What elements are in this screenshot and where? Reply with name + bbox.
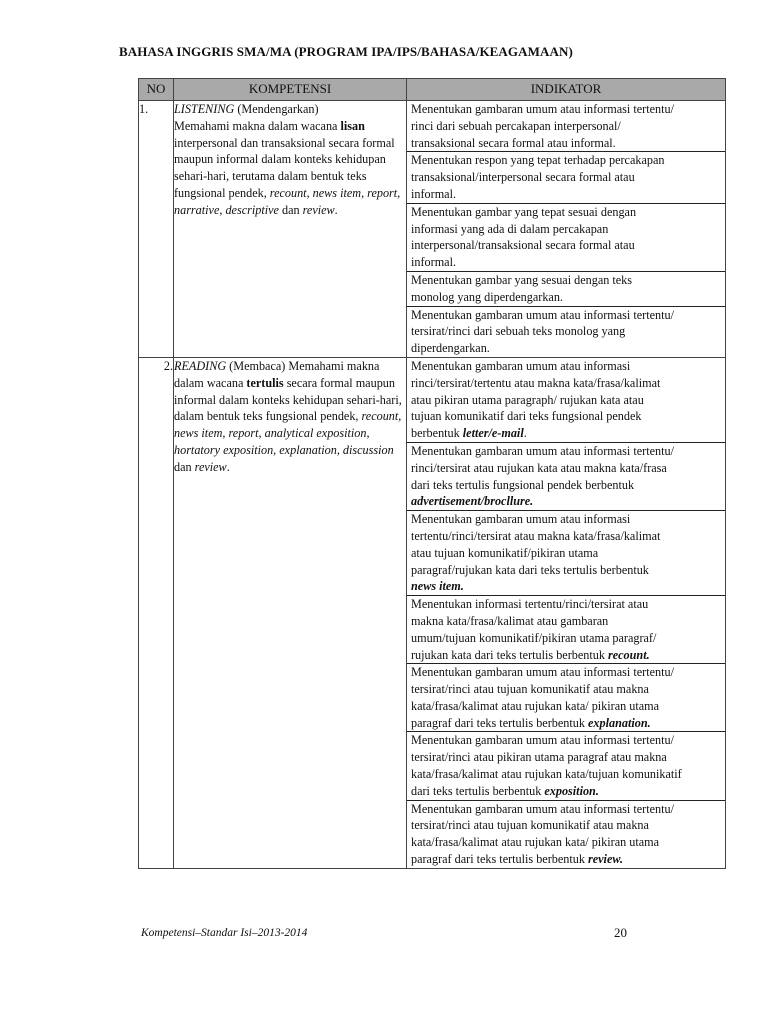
header-no: NO — [139, 79, 174, 101]
text-genre: review — [302, 202, 335, 217]
indicator-item — [407, 271, 725, 306]
row-number: 2. — [139, 357, 174, 868]
indicator-genre: recount. — [607, 647, 650, 662]
skill-name: READING — [174, 358, 227, 373]
indicator-genre: news item. — [411, 579, 464, 594]
competency-text: interpersonal dan transaksional secara formal maupun informal dalam konteks kehidupan sehari-hari, terutama dalam bentuk teks fungsional pendek, — [174, 135, 395, 200]
footer-caption: Kompetensi–Standar Isi–2013-2014 — [141, 927, 308, 939]
punctuation: . — [226, 459, 230, 474]
competency-text: dan — [174, 459, 195, 474]
indicator-text: Menentukan gambaran umum atau informasi tertentu/ rinci/tersirat atau rujukan kata atau makna kata/frasa dari teks tertulis fungsional pendek berbentuk — [411, 443, 674, 492]
indicator-text: Menentukan informasi tertentu/rinci/tersirat atau makna kata/frasa/kalimat atau gambaran umum/tujuan komunikatif/pikiran utama paragraf/ rujukan kata dari teks tertulis berbentuk — [411, 597, 657, 662]
indicator-text: Menentukan gambar yang tepat sesuai dengan informasi yang ada di dalam percakapan interpersonal/transaksional secara formal atau informal. — [411, 204, 637, 270]
header-indikator: INDIKATOR — [407, 79, 726, 101]
table-row — [139, 101, 726, 358]
indicator-text: Menentukan gambar yang sesuai dengan teks monolog yang diperdengarkan. — [411, 272, 632, 304]
indicator-item — [407, 442, 725, 510]
indicator-item — [407, 306, 725, 357]
text-genres: recount, news item, report, analytical exposition, hortatory exposition, explanation, discussion — [174, 409, 402, 457]
indicator-text: Menentukan respon yang tepat terhadap percakapan transaksional/interpersonal secara formal atau informal. — [411, 153, 665, 201]
indicator-item — [407, 151, 725, 202]
punctuation: . — [523, 426, 527, 441]
competency-text: dan — [278, 202, 303, 217]
document-title: BAHASA INGGRIS SMA/MA (PROGRAM IPA/IPS/BAHASA/KEAGAMAAN) — [119, 44, 573, 59]
indicator-text: Menentukan gambaran umum atau informasi rinci/tersirat/tertentu atau makna kata/frasa/kalimat atau pikiran utama paragraph/ rujukan kata atau tujuan komunikatif dari teks fungsional pendek berbentuk — [411, 358, 661, 441]
page-number: 20 — [614, 925, 627, 940]
table-header-row — [139, 79, 726, 101]
indicator-genre: explanation. — [588, 715, 651, 730]
indicator-text: Menentukan gambaran umum atau informasi tertentu/ rinci dari sebuah percakapan interpersonal/ transaksional secara formal atau informal. — [411, 102, 674, 150]
indicator-text: Menentukan gambaran umum atau informasi tertentu/ tersirat/rinci atau tujuan komunikatif atau makna kata/frasa/kalimat atau rujukan kata/ pikiran utama paragraf dari teks tertulis berbentuk — [411, 665, 674, 730]
competency-cell — [174, 357, 407, 868]
header-kompetensi: KOMPETENSI — [174, 79, 407, 101]
indicator-item — [407, 510, 725, 595]
competency-keyword: tertulis — [246, 375, 284, 390]
indicator-text: Menentukan gambaran umum atau informasi tertentu/rinci/tersirat atau makna kata/frasa/kalimat atau tujuan komunikatif/pikiran utama paragraf/rujukan kata dari teks tertulis berbentuk — [411, 512, 661, 577]
indicator-item — [407, 358, 725, 442]
text-genre: review — [194, 459, 227, 474]
indicator-genre: review. — [588, 852, 624, 867]
indicator-genre: letter/e-mail — [462, 426, 524, 441]
skill-name: LISTENING — [174, 102, 235, 116]
table-row — [139, 357, 726, 868]
indicator-item — [407, 203, 725, 271]
indicator-text: Menentukan gambaran umum atau informasi tertentu/ tersirat/rinci dari sebuah teks monolog yang diperdengarkan. — [411, 307, 674, 356]
text-genres: recount, news item, report, narrative, descriptive — [174, 185, 401, 217]
indicator-item — [407, 101, 725, 151]
competency-text: Memahami makna dalam wacana — [174, 118, 341, 133]
indicator-item — [407, 663, 725, 731]
row-number: 1. — [139, 101, 174, 358]
indicator-item — [407, 731, 725, 799]
skill-translation: (Mendengarkan) — [234, 102, 319, 116]
indicator-item — [407, 595, 725, 663]
indicator-genre: exposition. — [544, 783, 599, 798]
skill-translation: (Membaca) Memahami makna dalam wacana — [174, 358, 380, 390]
competency-text: secara formal maupun informal dalam konteks kehidupan sehari-hari, dalam bentuk teks fungsional pendek, — [174, 375, 402, 424]
competency-cell — [174, 101, 407, 358]
competency-table — [138, 78, 726, 869]
competency-keyword: lisan — [340, 118, 365, 133]
indicator-cell — [407, 357, 726, 868]
indicator-item — [407, 800, 725, 868]
indicator-text: Menentukan gambaran umum atau informasi tertentu/ tersirat/rinci atau pikiran utama paragraf atau makna kata/frasa/kalimat atau rujukan kata/tujuan komunikatif dari teks tertulis berbentuk — [411, 733, 682, 798]
punctuation: . — [334, 202, 338, 217]
indicator-genre: advertisement/brocllure. — [411, 494, 534, 509]
indicator-text: Menentukan gambaran umum atau informasi tertentu/ tersirat/rinci atau tujuan komunikatif atau makna kata/frasa/kalimat atau rujukan kata/ pikiran utama paragraf dari teks tertulis berbentuk — [411, 801, 674, 867]
indicator-cell — [407, 101, 726, 358]
